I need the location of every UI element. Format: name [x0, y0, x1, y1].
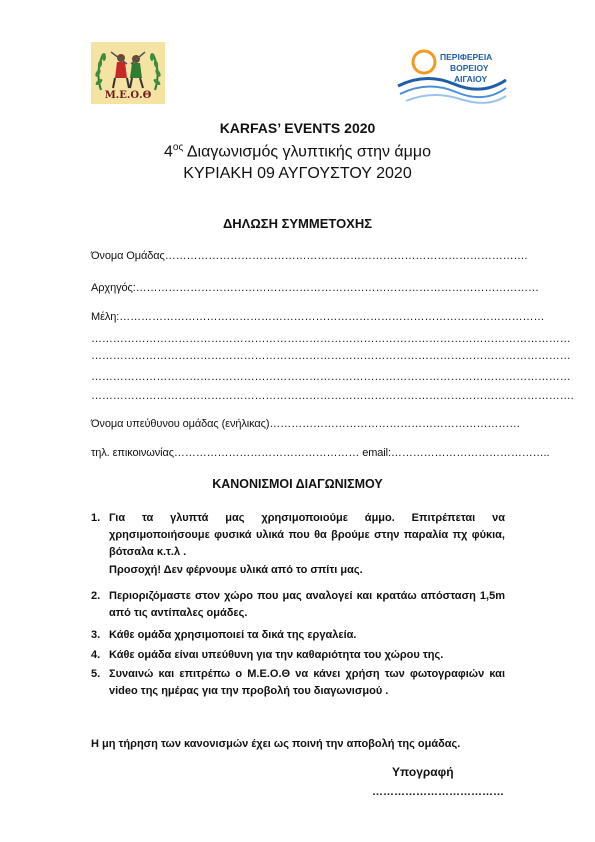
rule-number: 3.: [91, 629, 101, 641]
rule-item-3: [91, 627, 505, 644]
penalty-note: Η μη τήρηση των κανονισμών έχει ως ποινή την αποβολή της ομάδας.: [91, 738, 461, 750]
rule-text: Συναινώ και επιτρέπω ο Μ.Ε.Ο.Θ να κάνει χρήση των φωτογραφιών και video της ημέρας για την προβολή του διαγωνισμού .: [109, 668, 505, 698]
members-field[interactable]: Μέλη:………………………………………………………………………………………………………: [91, 311, 545, 323]
rule-text: Για τα γλυπτά μας χρησιμοποιούμε άμμο. Επιτρέπεται να χρησιμοποιήσουμε φυσικά υλικά που θα βρούμε στην παραλία πχ φύκια, βότσαλα κ.τ.λ .: [109, 512, 505, 559]
rule-text: Κάθε ομάδα χρησιμοποιεί τα δικά της εργαλεία.: [109, 629, 357, 641]
members-blank-line-4[interactable]: …………………………………………………………………………………………………………………….: [91, 390, 574, 402]
members-blank-line-3[interactable]: ……………………………………………………………………………………………………………………: [91, 371, 571, 383]
rules-title: ΚΑΝΟΝΙΣΜΟΙ ΔΙΑΓΩΝΙΣΜΟΥ: [212, 477, 383, 491]
contest-ordinal: 4: [163, 143, 173, 161]
contest-ordinal-suffix: ος: [172, 142, 184, 153]
declaration-title: ΔΗΛΩΣΗ ΣΥΜΜΕΤΟΧΗΣ: [222, 216, 373, 231]
members-blank-line-2[interactable]: ……………………………………………………………………………………………………………………: [91, 350, 571, 362]
members-blank-line-1[interactable]: ……………………………………………………………………………………………………………………: [91, 333, 571, 345]
region-logo-line2: ΒΟΡΕΙΟΥ: [450, 63, 489, 73]
meoth-logo-text: Μ.Ε.Ο.Θ: [104, 90, 152, 101]
rule-text: Κάθε ομάδα είναι υπεύθυνη για την καθαριότητα του χώρου της.: [109, 649, 444, 661]
rule-number: 4.: [91, 649, 101, 661]
rule-item-2: [91, 588, 505, 622]
region-logo-line1: ΠΕΡΙΦΕΡΕΙΑ: [440, 52, 493, 62]
rule-item-4: [91, 647, 505, 664]
rule-number: 5.: [91, 668, 101, 680]
rule-item-5: [91, 666, 505, 700]
team-name-field[interactable]: Όνομα Ομάδας……………………………………………………………………………………….: [91, 250, 528, 262]
contest-title: [0, 142, 595, 161]
signature-label: Υπογραφή: [392, 765, 454, 779]
leader-field[interactable]: Αρχηγός:…………………………………………………………………………………………………: [91, 282, 539, 294]
contest-name: Διαγωνισμός γλυπτικής στην άμμο: [183, 143, 431, 161]
rule-text: Περιοριζόμαστε στον χώρο που μας αναλογεί και κρατάω απόσταση 1,5m από τις αντίπαλες ομάδες.: [109, 590, 505, 620]
region-logo-line3: ΑΙΓΑΙΟΥ: [454, 74, 488, 84]
rule-number: 2.: [91, 590, 101, 602]
responsible-adult-field[interactable]: Όνομα υπεύθυνου ομάδας (ενήλικας)……………………………………………………………: [91, 418, 521, 430]
rule-item-1: [91, 510, 505, 579]
meoth-logo: [91, 42, 165, 104]
contact-field[interactable]: τηλ. επικοινωνίας…………………………………………… email:……………………………………..: [91, 447, 550, 459]
event-date: ΚΥΡΙΑΚΗ 09 ΑΥΓΟΥΣΤΟΥ 2020: [183, 165, 412, 182]
event-title: KARFAS’ EVENTS 2020: [219, 120, 376, 136]
signature-field[interactable]: ………………………………: [372, 786, 504, 798]
rule-number: 1.: [91, 512, 101, 524]
rule-warning: Προσοχή! Δεν φέρνουμε υλικά από το σπίτι μας.: [109, 563, 363, 576]
region-logo: [396, 42, 506, 104]
